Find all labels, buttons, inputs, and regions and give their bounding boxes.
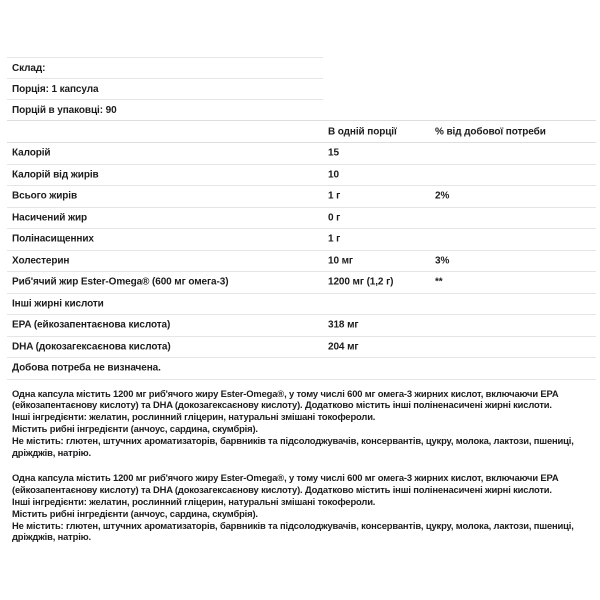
row-label: Холестерин (12, 255, 70, 267)
row-amount: 15 (328, 147, 339, 159)
contains-paragraph: Містить рибні інгредієнти (анчоус, сардина, скумбрія). (12, 507, 258, 519)
does-not-contain-paragraph: Не містить: глютен, штучних ароматизаторів, барвників та підсолоджувачів, консервантів, цукру, молока, лактози, пшениці, дріжджів, натрію. (12, 435, 574, 459)
row-dv: ** (435, 276, 443, 288)
row-amount: 1200 мг (1,2 г) (328, 276, 394, 288)
contains-paragraph: Містить рибні інгредієнти (анчоус, сардина, скумбрія). (12, 423, 258, 435)
table-row-saturated-fat (7, 208, 596, 230)
row-label: Насичений жир (12, 212, 88, 224)
info-row-composition (7, 57, 323, 78)
row-label: Риб'ячий жир Ester-Omega® (600 мг омега-3) (12, 276, 229, 288)
row-dv: 3% (435, 255, 450, 267)
row-dv: 2% (435, 190, 450, 202)
table-row-dha (7, 337, 596, 359)
row-label: Всього жирів (12, 190, 78, 202)
table-row-total-fat (7, 186, 596, 208)
description-paragraph: Одна капсула містить 1200 мг риб'ячого жиру Ester-Omega®, у тому числі 600 мг омега-3 жирних кислот, включаючи EPA (ейкозапентаєнову кислоту) та DHA (докозагексаєнову кислоту). Додатково містить інші поліненасичені жирні кислоти. (12, 471, 559, 495)
amount-per-serving-header: В одній порції (328, 126, 397, 137)
description-block-1 (12, 388, 596, 459)
servings-per-container-label: Порцій в упаковці: 90 (12, 104, 117, 116)
row-amount: 1 г (328, 233, 341, 245)
composition-label: Склад: (12, 62, 46, 74)
row-amount: 318 мг (328, 319, 359, 331)
table-row-calories (7, 143, 596, 165)
table-row-other-fatty-acids (7, 294, 596, 316)
other-ingredients-paragraph: Інші інгредієнти: желатин, рослинний гліцерин, натуральні змішані токофероли. (12, 495, 376, 507)
row-amount: 10 (328, 169, 339, 181)
does-not-contain-paragraph: Не містить: глютен, штучних ароматизаторів, барвників та підсолоджувачів, консервантів, цукру, молока, лактози, пшениці, дріжджів, натрію. (12, 519, 574, 543)
daily-value-header: % від добової потреби (435, 126, 546, 137)
row-amount: 1 г (328, 190, 341, 202)
table-row-polyunsaturated-fat (7, 229, 596, 251)
description-section (7, 388, 596, 544)
row-label: Калорій від жирів (12, 169, 99, 181)
row-label: Добова потреба не визначена. (12, 362, 161, 374)
description-block-2 (12, 472, 596, 543)
facts-table-header (7, 120, 596, 143)
supplement-facts-section (7, 57, 596, 380)
table-row-fish-oil (7, 272, 596, 294)
row-amount: 0 г (328, 212, 341, 224)
row-label: EPA (ейкозапентаєнова кислота) (12, 319, 171, 331)
info-row-serving-size (7, 78, 323, 99)
row-amount: 10 мг (328, 255, 353, 267)
row-label: DHA (докозагексаєнова кислота) (12, 341, 171, 353)
info-row-servings-per-container (7, 99, 323, 120)
facts-table (7, 120, 596, 380)
table-row-cholesterol (7, 251, 596, 273)
table-row-epa (7, 315, 596, 337)
row-label: Калорій (12, 147, 51, 159)
description-paragraph: Одна капсула містить 1200 мг риб'ячого жиру Ester-Omega®, у тому числі 600 мг омега-3 жирних кислот, включаючи EPA (ейкозапентаєнову кислоту) та DHA (докозагексаєнову кислоту). Додатково містить інші поліненасичені жирні кислоти. (12, 387, 559, 411)
table-row-daily-value-note (7, 358, 596, 380)
row-amount: 204 мг (328, 341, 359, 353)
serving-size-label: Порція: 1 капсула (12, 83, 99, 95)
other-ingredients-paragraph: Інші інгредієнти: желатин, рослинний гліцерин, натуральні змішані токофероли. (12, 411, 376, 423)
row-label: Полінасищенних (12, 233, 94, 245)
row-label: Інші жирні кислоти (12, 298, 104, 310)
table-row-calories-from-fat (7, 165, 596, 187)
